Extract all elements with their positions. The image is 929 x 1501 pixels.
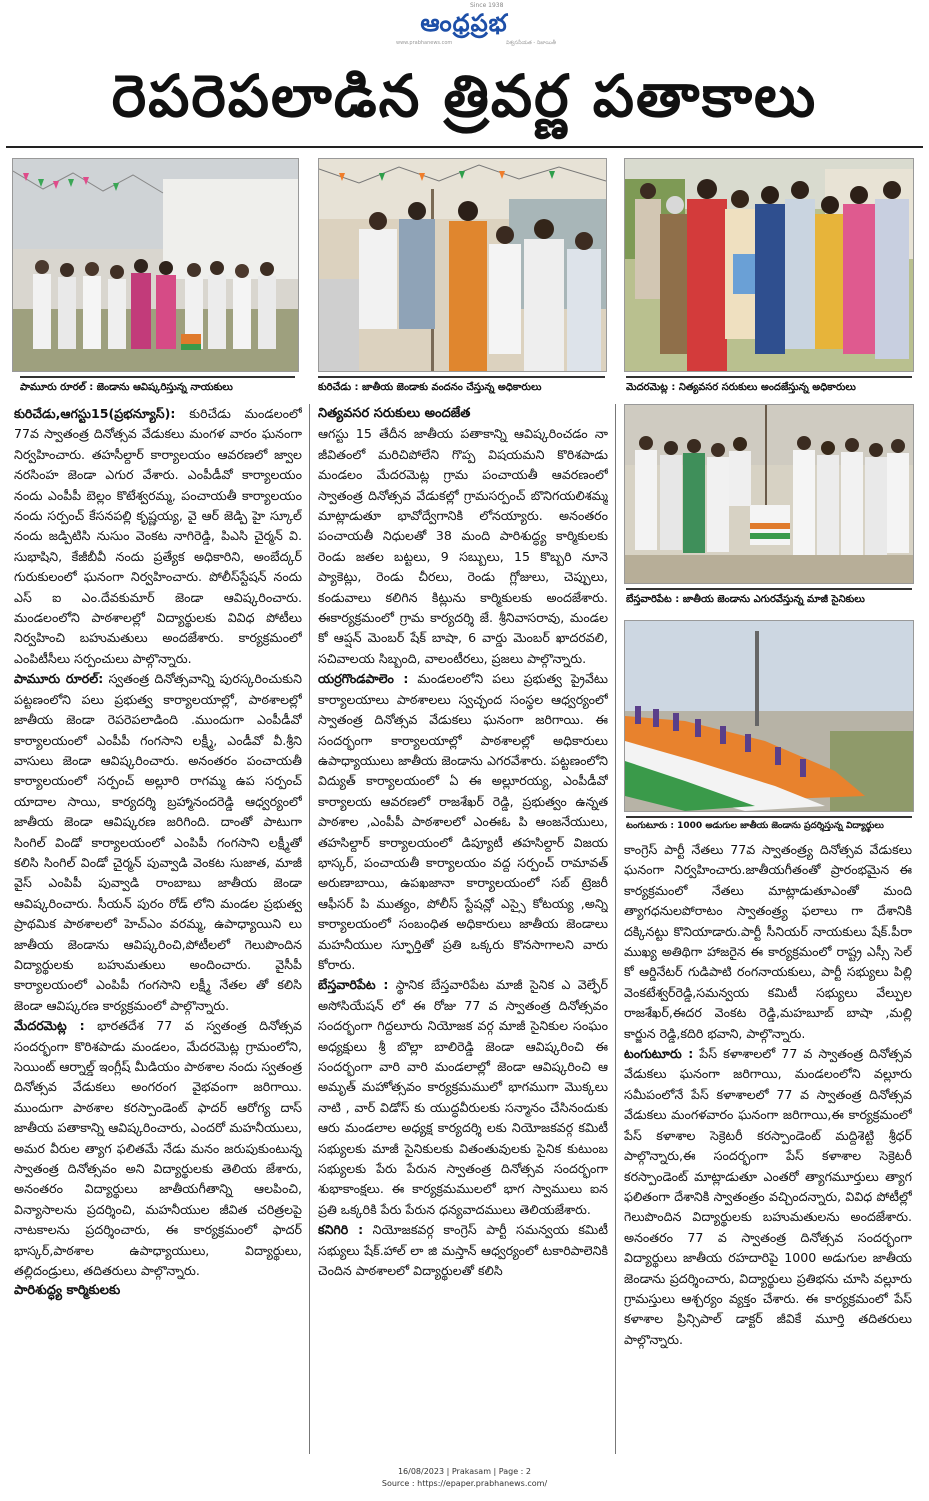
subhead-sanitation: పారిశుద్ధ్య కార్మికులకు	[14, 1283, 121, 1299]
paragraph-kurichedu	[14, 404, 302, 669]
body-mederametla: భారతదేశ 77 వ స్వతంత్ర దినోత్సవ సందర్భంగా కొరిశపాడు మండలం, మేదరమెట్ల గ్రామంలోని, సెయింట్ ఆర్నాల్డ్ ఇంగ్లీష్ మీడియం పాఠశాల నందు స్వతంత్ర దినోత్సవ వేడుకలు అంగరంగ వైభవంగా జరిగాయి. ముందుగా పాఠశాల కరస్పాండెంట్ ఫాదర్ ఆరోగ్య దాస్ జాతీయ పతాకాన్ని ఆవిష్కరించారు, ఎందరో మహనీయులు, అమర వీరుల త్యాగ ఫలితమే నేడు మనం జరుపుకుంటున్న స్వాతంత్ర దినోత్సవం అని విద్యార్థులకు తెలియ జేశారు, అనంతరం విద్యార్థులు జాతీయగీతాన్ని ఆలపించి, విన్యాసాలను ప్రదర్శించి, మహనీయుల జీవిత చరిత్రలపై నాటకాలను ప్రదర్శించారు, ఈ కార్యక్రమంలో ఫాదర్ భాస్కర్,పాఠశాల ఉపాధ్యాయులు, విద్యార్థులు, తల్లిదండ్రులు, తదితరులు పాల్గొన్నారు.	[14, 1018, 302, 1279]
photo-kurichedu	[318, 158, 607, 372]
photo-tangutur	[624, 620, 914, 812]
newspaper-logo: ఆంధ్రప్రభ	[420, 9, 508, 37]
logo-subtext-left: www.prabhanews.com	[396, 40, 453, 46]
paragraph-tangutur	[624, 1044, 912, 1350]
body-bestavaripeta: స్థానిక బేస్తవారిపేట మాజీ సైనిక ఎ వెల్ఫేర్ అసోసియేషన్ లో ఈ రోజు 77 వ స్వాతంత్ర దినోత్సవం సందర్భంగా గిద్దలూరు నియోజక వర్గ మాజీ సైనికుల సంఘం అధ్యక్షులు శ్రీ బొల్లా బాలిరెడ్డి జెండా ఆవిష్కరించి ఈ సందర్భంగా వారి వారి మండలాల్లో జెండా ఆవిష్కరించి ఆ అమృత్ మహోత్సవం కార్యక్రమములో భాగముగా మొక్కలు నాటి , వార్ విడోస్ కు యుద్ధవీరులకు సన్మానం చేసినందుకు ఆరు మండలాల అధ్యక్ష కార్యదర్శి లకు నియోజకవర్గ కమిటీ సభ్యులకు మాజీ సైనికులకు వితంతువులకు సైనిక కుటుంబ సభ్యులకు పేరు పేరున స్వాతంత్ర దినోత్సవ సందర్భంగా శుభాకాంక్షలు. ఈ కార్యక్రమములలో భాగ స్వాములు ఐన ప్రతి ఒక్కరికి పేరు పేరున ధన్యవాదములు తెలియజేశారు.	[318, 977, 608, 1217]
paragraph-mederametla	[14, 1016, 302, 1281]
footer-edition-info: 16/08/2023 | Prakasam | Page : 2	[397, 1467, 532, 1476]
caption-kurichedu: కురిచేడు : జాతీయ జెండాకు వందనం చేస్తున్న అధికారులు	[318, 376, 605, 396]
headline: రెపరెపలాడిన త్రివర్ణ పతాకాలు	[111, 62, 818, 130]
caption-bestavaripeta: బేస్తవారిపేట : జాతీయ జెండాను ఎగురవేస్తున్న మాజీ సైనికులు	[626, 588, 912, 608]
edition-tag: Since 1938	[470, 2, 504, 9]
article-column-3	[624, 840, 912, 1456]
caption-mederametla: మెదరమెట్ల : నిత్యవసర సరుకులు అందజేస్తున్న అధికారులు	[626, 376, 912, 396]
body-tangutur: పేస్ కళాశాలలో 77 వ స్వాతంత్ర దినోత్సవ వేడుకలు ఘనంగా జరిగాయి, మండలంలోని వల్లూరు సమీపంలోనే పేస్ కళాశాలలో 77 వ స్వాతంత్ర దినోత్సవ వేడుకలు మంగళవారం ఘనంగా జరిగాయి,ఈ కార్యక్రమంలో పేస్ కళాశాల సెక్రెటరీ కరస్పాండెంట్ మద్దిశెట్టి శ్రీధర్ పాల్గొన్నారు,ఈ సందర్భంగా పేస్ కళాశాల సెక్రెటరీ కరస్పాండెంట్ మాట్లాడుతూ ఎంతరో త్యాగమూర్తులు త్యాగ ఫలితంగా దేశానికి స్వాతంత్రం వచ్చిందన్నారు, వివిధ పోటీల్లో గెలుపొందిన విద్యార్థులకు బహుమతులను అందజేశారు. అనంతరం 77 వ స్వాతంత్ర దినోత్సవ సందర్భంగా విద్యార్థులు జాతీయ రహదారిపై 1000 అడుగుల జాతీయ జెండాను ప్రదర్శించారు, విద్యార్థులు ప్రతిభను చూసి వల్లూరు గ్రామస్తులు ఆశ్చర్యం వ్యక్తం చేశారు. ఈ కార్యక్రమంలో పేస్ కళాశాల ప్రిన్సిపాల్ డాక్టర్ జీవికే మూర్తి తదితరులు పాల్గొన్నారు.	[624, 1046, 912, 1347]
paragraph-bestavaripeta	[318, 975, 608, 1220]
paragraph-yerragondapalem	[318, 669, 608, 975]
photo-pamuru	[12, 158, 299, 372]
paragraph-essentials	[318, 424, 608, 669]
dateline-bestavaripeta: బేస్తవారిపేట :	[318, 977, 389, 993]
article-column-2	[318, 404, 608, 1456]
headline-rule	[6, 146, 923, 148]
subhead-essentials: నిత్యవసర సరుకులు అందజేత	[318, 406, 471, 421]
dateline-yerragondapalem: యర్రగొండపాలెం :	[318, 671, 409, 687]
photo-mederametla	[624, 158, 914, 372]
masthead	[0, 0, 929, 48]
photo-bestavaripeta	[624, 404, 914, 584]
body-essentials: ఆగస్టు 15 తేదీన జాతీయ పతాకాన్ని ఆవిష్కరించడం నా జీవితంలో మరిచిపోలేని గొప్ప విషయమని కొరిశపాడు మండలం మేదరమెట్ల గ్రామ పంచాయతీ ఆవరణంలో స్వాతంత్ర దినోత్సవ వేడుకల్లో గ్రామసర్పంచ్ బొనిగయలిశమ్మ మాట్లాడుతూ భావోద్వేగానికి లోనయ్యారు. అనంతరం పంచాయతీ నిధులతో 38 మంది పారిశుద్ధ్య కార్మికులకు రెండు జతల బట్టలు, 9 సబ్బులు, 15 కొబ్బరి నూనె ప్యాకెట్లు, రెండు చీరలు, రెండు గ్లోజులు, చెప్పులు, కండువాలు కలిగిన కిట్లును కార్మికులకు అందజేశారు. ఈకార్యక్రమంలో గ్రామ కార్యదర్శి జే. శ్రీనివాసరావు, మండల కో ఆప్షన్ మెంబర్ షేక్ బాషా, 6 వార్డు మెంబర్ ఖాదరవలి, సచివాలయ సిబ్బంది, వాలంటీరలు, ప్రజలు పాల్గొన్నారు.	[318, 426, 608, 666]
column-divider-2	[615, 404, 616, 1454]
page-footer	[0, 1466, 929, 1490]
dateline-kurichedu: కురిచేడు,ఆగస్టు15(ప్రభన్యూస్):	[14, 406, 176, 421]
body-kanigiri: నియోజకవర్గ కాంగ్రెస్ పార్టీ సమన్వయ కమిటీ సభ్యులు షేక్.హాల్ లా జి మస్తాన్ ఆధ్వర్యంలో టకారిపాలెనికి చెందిన పాఠశాలలో విద్యార్థులతో కలిసి	[318, 1222, 608, 1279]
logo-subtext-right: విశ్వసనీయత - నిజాయితీ	[506, 40, 556, 46]
column-divider-1	[309, 404, 310, 1454]
caption-tangutur: టంగుటూరు : 1000 అడుగుల జాతీయ జెండాను ప్రదర్శిస్తున్న విద్యార్థులు	[626, 816, 912, 836]
paragraph-pamuru	[14, 669, 302, 1016]
body-congress: కాంగ్రెస్ పార్టీ నేతలు 77వ స్వాతంత్ర్య దినోత్సవ వేడుకలు ఘనంగా నిర్వహించారు.జాతీయగీతంతో ప్రారంభమైన ఈ కార్యక్రమంలో నేతలు మాట్లాడుతూఎంతో మంది త్యాగధనులపోరాటం స్వాతంత్ర్య ఫలాలు గా దేశానికి దక్కినట్టు కొనియాడారు.పార్టీ సీనియర్ నాయకులు షేక్.పీరా ముఖ్య అతిథిగా హాజరైన ఈ కార్యక్రమంలో రాష్ట్ర ఎస్సీ సెల్ కో ఆర్డినేటర్ గుడిపాటి రంగనాయకులు, పార్టీ సభ్యులు పిల్లి వెంకటేశ్వర్‌రెడ్డి,సమన్వయ కమిటీ సభ్యులు వేల్పుల రాజశేఖర్,ఈదర వెంకట రెడ్డి,మహబూబ్ బాషా ,మల్లి కార్జున రెడ్డి,కదిరి భవాని, పాల్గొన్నారు.	[624, 842, 912, 1041]
dateline-tangutur: టంగుటూరు :	[624, 1046, 694, 1062]
caption-pamuru: పామూరు రూరల్ : జెండాను ఆవిష్కరిస్తున్న నాయకులు	[20, 376, 295, 396]
body-kurichedu: కురిచేడు మండలంలో 77వ స్వాతంత్ర దినోత్సవ వేడుకలు మంగళ వారం ఘనంగా నిర్వహించారు. తహసీల్దార్ కార్యాలయం ఆవరణలో జ్వాల నరసింహ జెండా ఎగుర వేశారు. ఎంపీడీవో కార్యాలయం నందు ఎంపీపీ బెల్లం కొటేశ్వరమ్మ, పంచాయతీ కార్యాలయం నందు సర్పంచ్ కేసనపల్లి కృష్ణయ్య, వై ఆర్ జెడ్పి హై స్కూల్ నందు జడ్పిటిసి నుసుం వెంకట నాగిరెడ్డి, పిఎసి చైర్మన్ వి. సుభాషిని, కేజీబీవీ నందు ప్రత్యేక అధికారిని, అంబేద్కర్ గురుకులంలో ఘనంగా నిర్వహించారు. పోలీస్‌స్టేషన్ నందు ఎస్ ఐ ఎం.దేవకుమార్ జెండా ఆవిష్కరించారు. మండలంలోని పాఠశాలల్లో విద్యార్థులకు వివిధ పోటీలు నిర్వహించి బహుమతులు అందజేశారు. కార్యక్రమంలో ఎంపిటీసీలు సర్పంచులు పాల్గొన్నారు.	[14, 406, 302, 666]
footer-source-link[interactable]: Source : https://epaper.prabhanews.com/	[381, 1479, 548, 1488]
body-pamuru: స్వతంత్ర దినోత్సవాన్ని పురస్కరించుకుని పట్టణంలోని పలు ప్రభుత్వ కార్యాలయాల్లో, పాఠశాలల్లో జాతీయ జెండా రెపరెపలాడింది .ముందుగా ఎంపీడీవో కార్యాలయంలో ఎంపీపీ గంగసాని లక్ష్మీ, ఎండీవో వీ.శ్రీని వాసులు జెండా ఆవిష్కరించారు. అనంతరం పంచాయతీ కార్యాలయంలో సర్పంచ్ అల్లూరి రాగమ్మ ఉప సర్పంచ్ యాదాల సాయి, కార్యదర్శి బ్రహ్మానందరెడ్డి ఆధ్వర్యంలో జాతీయ జెండా ఆవిష్కరణ జరిగింది. దాంతో పాటుగా సింగిల్ విండో కార్యాలయంలో ఎంపిపీ గంగసాని లక్ష్మీతో కలిసి సింగిల్ విండో చైర్మన్ పువ్వాడి వెంకట సుజాత, మాజీ వైస్ ఎంపిపీ పువ్వాడి రాంబాబు జాతీయ జెండా ఆవిష్కరించారు. సీయన్ పురం రోడ్ లోని మండల ప్రభుత్వ ప్రాథమిక పాఠశాలలో హెచ్ఎం వరమ్మ, ఉపాధ్యాయిని లు జాతీయ జెండాను ఆవిష్కరించి,పోటీలలో గెలుపొందిన విద్యార్థులకు బహుమతులు అందించారు. వైసీపీ కార్యాలయంలో ఎంపిపీ గంగసాని లక్ష్మీ నేతల తో కలిసి జెండా ఆవిష్కరణ కార్యక్రమంలో పాల్గొన్నారు.	[14, 671, 302, 1013]
dateline-kanigiri: కనిగిరి :	[318, 1222, 364, 1238]
article-column-1	[14, 404, 302, 1456]
dateline-pamuru: పామూరు రూరల్:	[14, 671, 104, 687]
paragraph-kanigiri	[318, 1220, 608, 1281]
body-yerragondapalem: మండలంలోని పలు ప్రభుత్వ ప్రైవేటు కార్యాలయాలు పాఠశాలలు స్వచ్ఛంద సంస్థల ఆధ్వర్యంలో స్వాతంత్ర దినోత్సవ వేడుకలు ఘనంగా జరిగాయి. ఈ సందర్భంగా కార్యాలయాల్లో పాఠశాలల్లో అధికారులు ఉపాధ్యాయులు జాతీయ జెండాను ఎగరవేశారు. పట్టణంలోని విద్యుత్ కార్యాలయంలో ఏ ఈ అల్లూరయ్య, ఎంపీడీవో కార్యాలయ ఆవరణలో రాజశేఖర్ రెడ్డి, ప్రభుత్వం ఉన్నత పాఠశాల ,ఎంపీపీ పాఠశాలలో ఎంఈఓ పి ఆంజనేయులు, తహసిల్దార్ కార్యాలయంలో డిప్యూటీ తహసిల్దార్ విజయ భాస్కర్, పంచాయతీ కార్యాలయం వద్ద సర్పంచ్ రామావత్ అరుణాబాయి, ఉపఖజానా కార్యాలయంలో సబ్ ట్రెజరీ ఆఫీసర్ పి ముత్యం, పోలీస్ స్టేషన్లో ఎస్సై కోటయ్య ,అన్ని కార్యాలయంలో సంబంధిత అధికారులు జాతీయ జెండాలు మహనీయుల స్ఫూర్తితో ప్రతి ఒక్కరు కొనసాగాలని వారు కోరారు.	[318, 671, 608, 972]
dateline-mederametla: మేదరమెట్ల :	[14, 1018, 85, 1034]
paragraph-congress	[624, 840, 912, 1044]
